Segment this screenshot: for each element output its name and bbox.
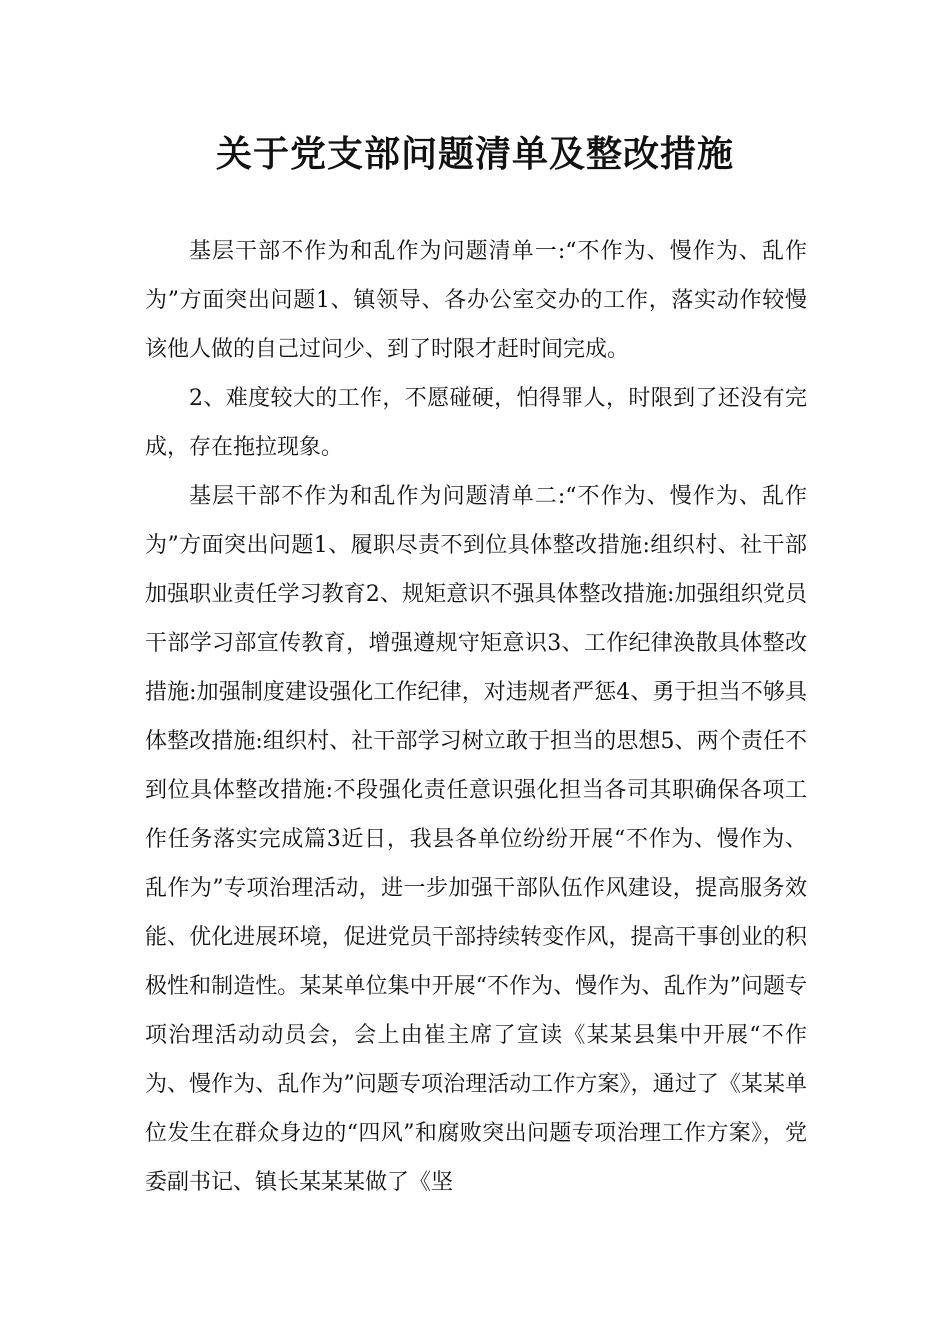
paragraph-3: 基层干部不作为和乱作为问题清单二:“不作为、慢作为、乱作为”方面突出问题1、履职尽责不到位具体整改措施:组织村、社干部加强职业责任学习教育2、规矩意识不强具体整改措施:加强组织党员干部学习部宣传教育，增强遵规守矩意识3、工作纪律涣散具体整改措施:加强制度建设强化工作纪律，对违规者严惩4、勇于担当不够具体整改措施:组织村、社干部学习树立敢于担当的思想5、两个责任不到位具体整改措施:不段强化责任意识强化担当各司其职确保各项工作任务落实完成篇3近日，我县各单位纷纷开展“不作为、慢作为、乱作为”专项治理活动，进一步加强干部队伍作风建设，提高服务效能、优化进展环境，促进党员干部持续转变作风，提高干事创业的积极性和制造性。某某单位集中开展“不作为、慢作为、乱作为”问题专项治理活动动员会，会上由崔主席了宣读《某某县集中开展“不作为、慢作为、乱作为”问题专项治理活动工作方案》，通过了《某某单位发生在群众身边的“四风”和腐败突出问题专项治理工作方案》，党委副书记、镇长某某某做了《坚: [145, 484, 807, 1195]
paragraph-2: 2、难度较大的工作，不愿碰硬，怕得罪人，时限到了还没有完成，存在拖拉现象。: [145, 386, 807, 460]
document-title: 关于党支部问题清单及整改措施: [215, 133, 734, 175]
paragraph-1: 基层干部不作为和乱作为问题清单一:“不作为、慢作为、乱作为”方面突出问题1、镇领导、各办公室交办的工作，落实动作较慢该他人做的自己过问少、到了时限才赶时间完成。: [145, 239, 807, 362]
document-body: [145, 227, 807, 1207]
